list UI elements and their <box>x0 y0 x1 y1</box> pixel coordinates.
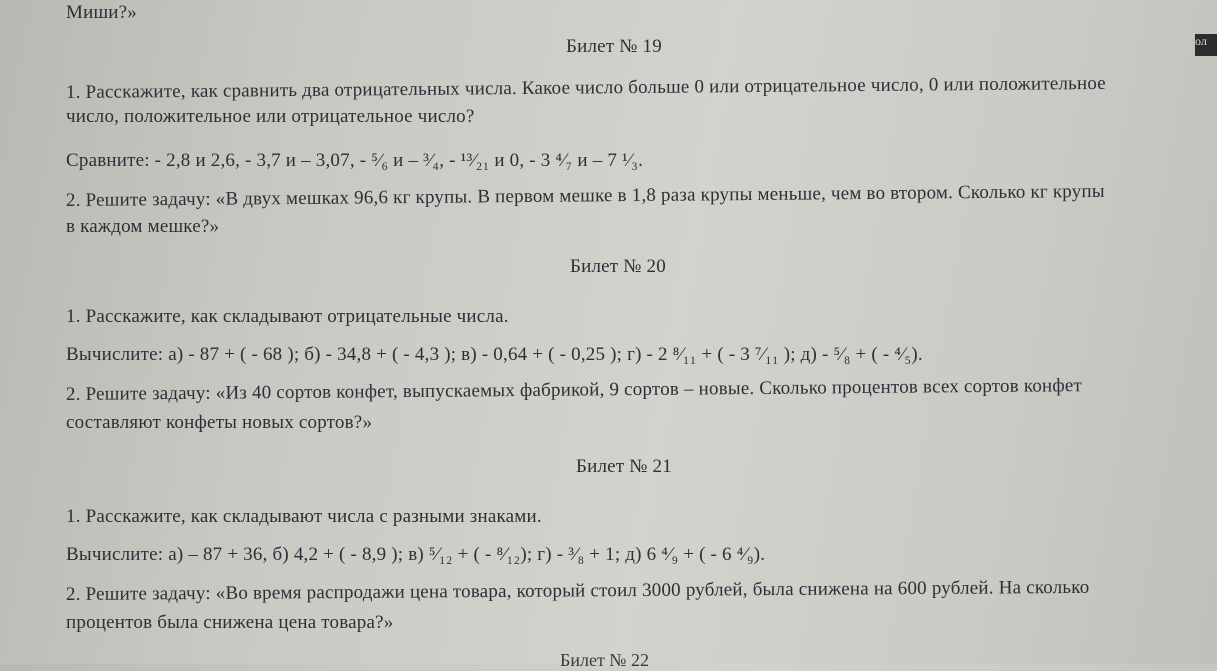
ticket-21-q2-line1: 2. Решите задачу: «Во время распродажи цена товара, который стоил 3000 рублей, была снижена на 600 рублей. На сколько <box>65 576 1090 605</box>
ticket-19-q1-line2: число, положительное или отрицательное число? <box>66 106 475 127</box>
top-fragment: Миши?» <box>66 2 137 23</box>
ticket-20-title: Билет № 20 <box>570 256 666 277</box>
ticket-21-title: Билет № 21 <box>576 456 672 477</box>
ticket-20-calc: Вычислите: а) - 87 + ( - 68 ); б) - 34,8 + ( - 4,3 ); в) - 0,64 + ( - 0,25 ); г) - 2 ⁸⁄₁₁ + ( - 3 ⁷⁄₁₁ ); д) - ⁵⁄₈ + ( - ⁴⁄₅). <box>66 344 923 365</box>
ticket-19-title: Билет № 19 <box>566 36 662 57</box>
ticket-19-q2-line2: в каждом мешке?» <box>66 216 220 237</box>
edge-fragment: ол <box>1195 34 1217 56</box>
ticket-21-q1: 1. Расскажите, как складывают числа с разными знаками. <box>66 506 542 527</box>
ticket-21-q2-line2: процентов была снижена цена товара?» <box>66 612 394 633</box>
ticket-19-q1-line1: 1. Расскажите, как сравнить два отрицательных числа. Какое число больше 0 или отрицательное число, 0 или положительное <box>65 72 1106 103</box>
ticket-21-calc: Вычислите: а) – 87 + 36, б) 4,2 + ( - 8,9 ); в) ⁵⁄₁₂ + ( - ⁸⁄₁₂); г) - ³⁄₈ + 1; д) 6 ⁴⁄₉ + ( - 6 ⁴⁄₉). <box>66 544 766 565</box>
ticket-19-compare: Сравните: - 2,8 и 2,6, - 3,7 и – 3,07, - ⁵⁄₆ и – ³⁄₄, - ¹³⁄₂₁ и 0, - 3 ⁴⁄₇ и – 7 ¹⁄₃. <box>66 150 644 171</box>
ticket-19-q2-line1: 2. Решите задачу: «В двух мешках 96,6 кг крупы. В первом мешке в 1,8 раза крупы меньше, чем во втором. Сколько кг крупы <box>65 180 1105 211</box>
ticket-20-q2-line2: составляют конфеты новых сортов?» <box>66 412 373 433</box>
ticket-20-q1: 1. Расскажите, как складывают отрицательные числа. <box>66 306 509 327</box>
ticket-20-q2-line1: 2. Решите задачу: «Из 40 сортов конфет, выпускаемых фабрикой, 9 сортов – новые. Сколько процентов всех сортов конфет <box>65 375 1083 405</box>
ticket-22-title-partial: Билет № 22 <box>560 650 649 670</box>
